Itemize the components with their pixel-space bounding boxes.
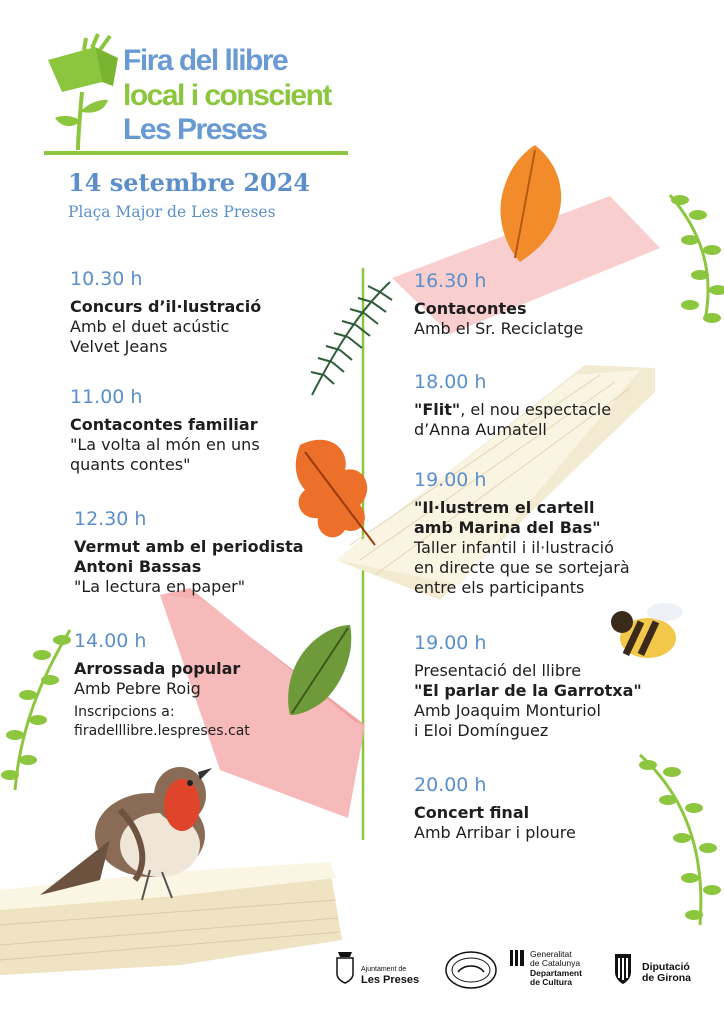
event-time: 10.30 h bbox=[70, 268, 143, 290]
event-detail: entre els participants bbox=[414, 578, 585, 597]
logo-diputacio bbox=[612, 950, 707, 990]
event-pre-title: Presentació del llibre bbox=[414, 661, 582, 680]
diputacio-line-1: Diputació bbox=[642, 961, 690, 973]
generalitat-line-1: Generalitat bbox=[530, 949, 572, 959]
event-title: Contacontes familiar bbox=[70, 415, 258, 434]
event-detail: quants contes" bbox=[70, 455, 191, 474]
diputacio-shield-icon bbox=[612, 950, 634, 986]
schedule-item bbox=[414, 774, 576, 843]
event-title: amb Marina del Bas" bbox=[414, 518, 601, 537]
generalitat-line-2: de Catalunya bbox=[530, 958, 581, 968]
event-time: 12.30 h bbox=[74, 508, 147, 530]
fern-leaf-icon bbox=[311, 282, 392, 395]
event-title: Contacontes bbox=[414, 299, 527, 318]
logo-association bbox=[444, 950, 498, 990]
ajuntament-small-text: Ajuntament de bbox=[361, 966, 407, 973]
logo-ajuntament bbox=[335, 950, 425, 990]
generalitat-line-3: Departament bbox=[530, 968, 582, 978]
schedule-item bbox=[74, 508, 304, 597]
event-title: Arrossada popular bbox=[74, 659, 241, 678]
schedule-item bbox=[414, 371, 611, 440]
event-detail: Amb Arribar i ploure bbox=[414, 823, 576, 842]
vine-right-top bbox=[670, 195, 724, 323]
event-detail: Amb el duet acústic bbox=[70, 317, 230, 336]
seal-icon bbox=[444, 950, 498, 990]
event-title: "El parlar de la Garrotxa" bbox=[414, 681, 642, 700]
event-title: Vermut amb el periodista bbox=[74, 537, 304, 556]
vine-left bbox=[1, 630, 71, 790]
event-detail: "La volta al món en uns bbox=[70, 435, 260, 454]
event-detail: Amb Pebre Roig bbox=[74, 679, 201, 698]
ajuntament-big-text: Les Preses bbox=[361, 974, 420, 986]
event-detail: Velvet Jeans bbox=[70, 337, 168, 356]
logo-generalitat bbox=[510, 950, 600, 990]
diputacio-line-2: de Girona bbox=[642, 972, 692, 984]
schedule-item bbox=[70, 386, 260, 475]
shield-icon bbox=[335, 950, 355, 984]
event-detail: en directe que se sortejarà bbox=[414, 558, 630, 577]
event-time: 18.00 h bbox=[414, 371, 487, 393]
registration-link[interactable]: firadelllibre.lespreses.cat bbox=[74, 723, 250, 739]
event-detail: Taller infantil i il·lustració bbox=[414, 538, 614, 557]
event-title: "Flit" bbox=[414, 400, 461, 419]
event-title: Concurs d’il·lustració bbox=[70, 297, 262, 316]
registration-label: Inscripcions a: bbox=[74, 704, 175, 720]
event-detail: d’Anna Aumatell bbox=[414, 420, 547, 439]
event-time: 19.00 h bbox=[414, 632, 487, 654]
event-detail: i Eloi Domínguez bbox=[414, 721, 549, 740]
event-time: 20.00 h bbox=[414, 774, 487, 796]
event-title: Antoni Bassas bbox=[74, 557, 202, 576]
title-line-3: Les Preses bbox=[123, 113, 267, 146]
event-time: 11.00 h bbox=[70, 386, 143, 408]
schedule-item bbox=[70, 268, 261, 357]
generalitat-icon bbox=[510, 950, 524, 966]
holly-leaf-icon bbox=[288, 625, 351, 715]
schedule-item bbox=[414, 469, 630, 598]
book-logo-icon bbox=[48, 34, 118, 150]
event-time: 16.30 h bbox=[414, 270, 487, 292]
event-detail: "La lectura en paper" bbox=[74, 577, 246, 596]
generalitat-line-4: de Cultura bbox=[530, 977, 573, 987]
schedule-item bbox=[74, 630, 250, 741]
event-title-suffix: , el nou espectacle bbox=[460, 400, 612, 419]
title-line-2: local i conscient bbox=[123, 79, 331, 112]
schedule-item bbox=[414, 632, 642, 741]
event-title: Concert final bbox=[414, 803, 530, 822]
event-time: 19.00 h bbox=[414, 469, 487, 491]
event-detail: Amb Joaquim Monturiol bbox=[414, 701, 601, 720]
event-title-line bbox=[414, 400, 611, 420]
event-date: 14 setembre 2024 bbox=[68, 168, 311, 197]
title-line-1: Fira del llibre bbox=[123, 44, 288, 77]
open-book-bottom bbox=[0, 862, 342, 975]
schedule-item bbox=[414, 270, 583, 339]
event-title: "Il·lustrem el cartell bbox=[414, 498, 595, 517]
vine-right-bottom bbox=[639, 755, 721, 925]
event-time: 14.00 h bbox=[74, 630, 147, 652]
event-venue: Plaça Major de Les Preses bbox=[68, 203, 276, 221]
event-detail: Amb el Sr. Reciclatge bbox=[414, 319, 584, 338]
